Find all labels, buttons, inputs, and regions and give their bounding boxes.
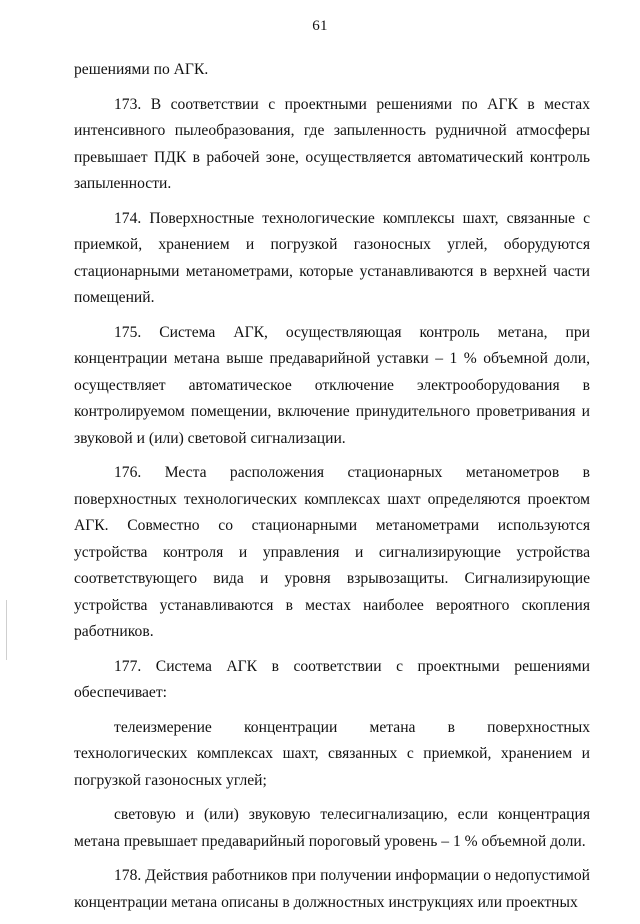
scan-edge-mark (6, 600, 7, 660)
paragraph-176: 176. Места расположения стационарных метанометров в поверхностных технологических комплексах шахт определяются проектом АГК. Совместно со стационарными метанометрами используются устройства контроля и управления и сигнализирующие устройства соответствующего вида и уровня взрывозащиты. Сигнализирующие устройства устанавливаются в местах наиболее вероятного скопления работников. (74, 464, 590, 640)
paragraph-173: 173. В соответствии с проектными решениями по АГК в местах интенсивного пылеобразования, где запыленность рудничной атмосферы превышает ПДК в рабочей зоне, осуществляется автоматический контроль запыленности. (74, 95, 590, 192)
document-body (74, 57, 590, 924)
paragraph-178: 178. Действия работников при получении информации о недопустимой концентрации метана описаны в должностных инструкциях или проектных (74, 867, 590, 911)
page-number: 61 (312, 18, 328, 34)
paragraph-177: 177. Система АГК в соответствии с проектными решениями обеспечивает: (74, 657, 590, 701)
list-item-signaling: световую и (или) звуковую телесигнализацию, если концентрация метана превышает предаварийный пороговый уровень – 1 % объемной доли. (74, 806, 590, 850)
paragraph-174: 174. Поверхностные технологические комплексы шахт, связанные с приемкой, хранением и погрузкой газоносных углей, оборудуются стационарными метанометрами, которые устанавливаются в верхней части помещений. (74, 209, 590, 306)
list-item-telemetry: телеизмерение концентрации метана в поверхностных технологических комплексах шахт, связанных с приемкой, хранением и погрузкой газоносных углей; (74, 718, 590, 789)
paragraph-175: 175. Система АГК, осуществляющая контроль метана, при концентрации метана выше предаварийной уставки – 1 % объемной доли, осуществляет автоматическое отключение электрооборудования в контролируемом помещении, включение принудительного проветривания и звуковой и (или) световой сигнализации. (74, 323, 590, 447)
paragraph-continuation: решениями по АГК. (74, 61, 209, 78)
